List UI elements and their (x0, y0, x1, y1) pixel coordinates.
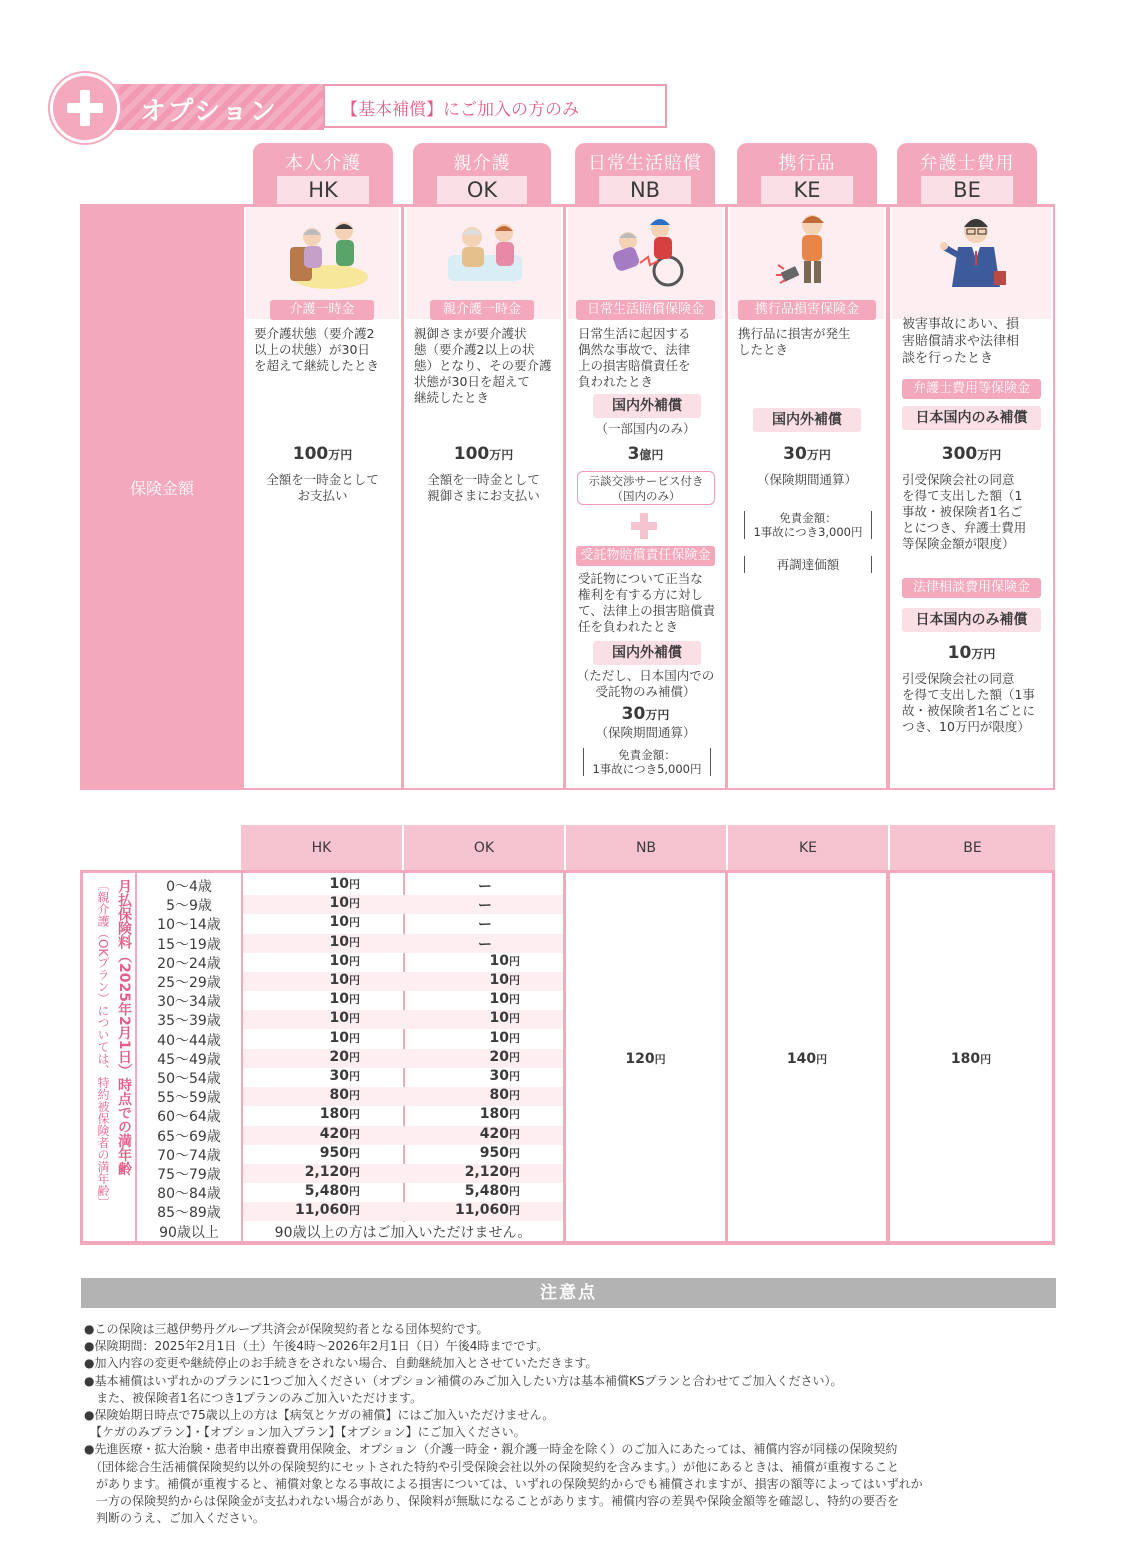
be-premium: 180円 (950, 1051, 992, 1067)
age-label: 15〜19歳 (157, 936, 221, 953)
hk-premium: 80円 (329, 1087, 360, 1104)
benefit-amount: 30万円 (621, 704, 670, 724)
benefit-amount: 100万円 (453, 444, 514, 464)
age-vertical-label (83, 873, 135, 1241)
note-line: 【ケガのみプラン】・【オプション加入プラン】【オプション】にご加入ください。 (84, 1425, 526, 1440)
age-label: 30〜34歳 (157, 994, 221, 1011)
benefit-desc: 携行品に損害が発生 したとき (738, 326, 851, 357)
coverage-area-note: （ただし、日本国内での 受託物のみ補償） (576, 668, 715, 699)
column-ok (404, 207, 563, 788)
benefit-amount: 30万円 (783, 444, 831, 464)
hk-premium: 10円 (329, 952, 360, 969)
tab-code: BE (921, 176, 1013, 205)
age-label: 85〜89歳 (157, 1205, 221, 1222)
note-line: また、被保険者1名につき1プランのみご加入いただけます。 (84, 1390, 423, 1405)
tab-code: HK (277, 176, 369, 205)
tab-name: 日常生活賠償 (588, 153, 702, 174)
coverage-area: 国内外補償 (593, 641, 701, 665)
benefit-pill: 親介護一時金 (430, 300, 534, 320)
ok-premium: 10円 (489, 991, 520, 1008)
ok-premium: 420円 (479, 1125, 520, 1142)
age-label: 45〜49歳 (157, 1051, 221, 1068)
hk-premium: 10円 (329, 1029, 360, 1046)
hk-premium: 2,120円 (304, 1164, 360, 1180)
benefit-pill: 弁護士費用等保険金 (902, 379, 1041, 399)
ok-premium: 30円 (489, 1068, 520, 1084)
benefit-limit-note: 引受保険会社の同意 を得て支出した額（1事 故・被保険者1名ごとに つき、10万円が限度） (902, 671, 1035, 734)
tab-name: 親介護 (453, 153, 511, 174)
hk-premium: 10円 (329, 991, 360, 1008)
ok-premium: 5,480円 (464, 1183, 520, 1200)
benefit-amount: 3億円 (627, 444, 664, 464)
ok-premium: 10円 (489, 1010, 520, 1027)
tab-ke (737, 143, 877, 205)
coverage-area: 国内外補償 (593, 394, 701, 418)
note-line: ●基本補償はいずれかのプランに1つご加入ください（オプション補償のみご加入したい方は基本補償KSプランと合わせてご加入ください）。 (84, 1373, 843, 1388)
benefit-desc: 受託物について正当な 権利を有する方に対し て、法律上の損害賠償責 任を負われたとき (578, 571, 716, 634)
ok-premium: 10円 (489, 1029, 520, 1046)
plus-icon (50, 73, 120, 143)
age-label: 50〜54歳 (157, 1071, 221, 1087)
payment-note: 全額を一時金として 親御さまにお支払い (427, 472, 540, 503)
hk-premium: 10円 (329, 933, 360, 950)
ok-premium: 80円 (489, 1087, 520, 1104)
note-line: 一方の保険契約からは保険金が支払われない場合があり、保険料が無駄になることがあります。補償内容の差異や保険金額等を確認し、特約の要否を (84, 1494, 900, 1508)
hk-premium: 11,060円 (294, 1202, 360, 1219)
hk-premium: 10円 (329, 876, 360, 892)
benefit-pill: 携行品損害保険金 (738, 300, 876, 320)
hk-premium: 10円 (329, 895, 360, 912)
tab-ok (413, 143, 551, 205)
age-label: 65〜69歳 (157, 1128, 221, 1145)
tab-nb (575, 143, 715, 205)
note-line: があります。補償が重複すると、補償対象となる事故による損害については、いずれの保険契約からでも補償されますが、損害の額等によってはいずれか (84, 1476, 923, 1491)
age-label: 0〜4歳 (166, 879, 212, 895)
deductible-note: 免責金額： 1事故につき5,000円 (583, 748, 711, 776)
tab-name: 弁護士費用 (919, 153, 1015, 174)
benefit-amount: 300万円 (941, 444, 1002, 464)
age-label: 5〜9歳 (166, 898, 212, 915)
benefit-desc: 被害事故にあい、損 害賠償請求や法律相 談を行ったとき (902, 317, 1020, 366)
caregiver-illustration-icon (282, 217, 368, 291)
benefit-amount: 100万円 (292, 444, 353, 464)
age-label: 75〜79歳 (157, 1167, 221, 1183)
tab-code: OK (437, 176, 527, 205)
hk-premium: 10円 (329, 1010, 360, 1027)
ok-premium: 20円 (489, 1048, 520, 1065)
settlement-service: 示談交渉サービス付き （国内のみ） (577, 471, 715, 505)
premium-header-hk: HK (311, 840, 332, 856)
premium-header-ok: OK (473, 840, 495, 856)
hk-premium: 5,480円 (304, 1183, 360, 1200)
hk-premium: 30円 (329, 1068, 360, 1084)
hk-premium: 950円 (319, 1144, 360, 1161)
age-label: 40〜44歳 (157, 1032, 221, 1049)
tab-name: 本人介護 (285, 153, 361, 174)
benefit-desc: 日常生活に起因する 偶然な事故で、法律 上の損害賠償責任を 負われたとき (578, 326, 691, 389)
age-label: 80〜84歳 (157, 1186, 221, 1203)
column-ke (728, 207, 886, 788)
note-line: ●先進医療・拡大治験・患者申出療養費用保険金、オプション（介護一時金・親介護一時金を除く）のご加入にあたっては、補償内容が同様の保険契約 (84, 1442, 898, 1457)
age-label: 60〜64歳 (157, 1109, 221, 1126)
tab-code: NB (599, 176, 691, 205)
tab-name: 携行品 (778, 153, 836, 174)
deductible-note: 免責金額： 1事故につき3,000円 (744, 511, 872, 539)
premium-header-ke: KE (798, 840, 818, 856)
plus-icon (631, 513, 657, 539)
ok-premium: 10円 (489, 952, 520, 969)
ok-premium: 180円 (479, 1106, 520, 1123)
period-note: （保険期間通算） (756, 472, 857, 487)
option-note: 【基本補償】にご加入の方のみ (323, 84, 667, 128)
column-hk (244, 207, 401, 788)
ok-premium: ー (478, 917, 492, 934)
age-vertical-sub: 〔親介護（OKプラン）については、特約被保険者の満年齢〕 (96, 879, 110, 1209)
coverage-area: 日本国内のみ補償 (902, 406, 1041, 430)
lawyer-illustration-icon (934, 213, 1014, 295)
age-label: 90歳以上 (159, 1224, 219, 1241)
premium-header-be: BE (963, 840, 982, 856)
tab-code: KE (761, 176, 853, 205)
age-label: 35〜39歳 (157, 1013, 221, 1030)
age-label: 10〜14歳 (157, 917, 221, 934)
hk-premium: 10円 (329, 972, 360, 988)
age-label: 20〜24歳 (157, 955, 221, 972)
coverage-area: 国内外補償 (753, 408, 861, 432)
benefit-desc: 親御さまが要介護状 態（要介護2以上の状 態）となり、その要介護 状態が30日を超えて 継続したとき (414, 326, 552, 405)
tab-hk (253, 143, 393, 205)
hk-premium: 420円 (319, 1125, 360, 1142)
period-note: （保険期間通算） (595, 725, 696, 740)
broken-belongings-illustration-icon (772, 211, 848, 291)
nb-premium: 120円 (625, 1051, 666, 1067)
over90-note: 90歳以上の方はご加入いただけません。 (274, 1225, 532, 1241)
coverage-area-note: （一部国内のみ） (595, 421, 696, 436)
column-be (890, 207, 1053, 788)
age-label: 70〜74歳 (157, 1147, 221, 1164)
bicycle-accident-illustration-icon (600, 213, 692, 289)
note-line: ●保険期間：2025年2月1日（土）午後4時〜2026年2月1日（日）午後4時までです。 (84, 1339, 549, 1354)
notes-title: 注意点 (81, 1278, 1056, 1308)
note-line: （団体総合生活補償保険契約以外の保険契約にセットされた特約や引受保険会社以外の保険契約を含みます。）が他にあるときは、補償が重複すること (84, 1459, 900, 1474)
parent-care-illustration-icon (442, 215, 528, 289)
ok-premium: 11,060円 (454, 1202, 520, 1219)
age-label: 55〜59歳 (157, 1090, 221, 1107)
option-title: オプション (140, 97, 278, 127)
premium-header-nb: NB (635, 840, 657, 856)
hk-premium: 20円 (329, 1048, 360, 1065)
ok-premium: ー (478, 879, 492, 895)
benefit-pill: 日常生活賠償保険金 (576, 300, 715, 320)
payment-note: 全額を一時金として お支払い (266, 472, 379, 503)
note-line: ●加入内容の変更や継続停止のお手続きをされない場合、自動継続加入とさせていただきます。 (84, 1356, 598, 1371)
note-line: ●この保険は三越伊勢丹グループ共済会が保険契約者となる団体契約です。 (84, 1322, 489, 1336)
benefit-pill: 介護一時金 (270, 300, 374, 320)
age-label: 25〜29歳 (157, 975, 221, 991)
ke-premium: 140円 (786, 1051, 828, 1067)
ok-premium: ー (478, 936, 492, 953)
ok-premium: 2,120円 (464, 1164, 520, 1180)
valuation-basis: 再調達価額 (744, 556, 872, 573)
benefit-pill: 受託物賠償責任保険金 (576, 546, 715, 566)
hk-premium: 10円 (329, 914, 360, 931)
benefit-limit-note: 引受保険会社の同意 を得て支出した額（1 事故・被保険者1名ご とにつき、弁護士費用 等保険金額が限度） (902, 472, 1027, 551)
ok-premium: ー (478, 898, 492, 915)
age-vertical-main: 月払保険料（2025年2月1日）時点での満年齢 (116, 879, 132, 1176)
benefit-amount: 10万円 (947, 643, 996, 663)
tab-be (897, 143, 1037, 205)
ok-premium: 950円 (479, 1144, 520, 1161)
hk-premium: 180円 (319, 1106, 360, 1123)
note-line: ●保険始期日時点で75歳以上の方は【病気とケガの補償】にはご加入いただけません。 (84, 1408, 555, 1422)
column-nb (566, 207, 725, 788)
coverage-area: 日本国内のみ補償 (902, 608, 1041, 632)
benefit-pill: 法律相談費用保険金 (902, 578, 1041, 598)
benefit-desc: 要介護状態（要介護2 以上の状態）が30日 を超えて継続したとき (254, 326, 380, 373)
ok-premium: 10円 (489, 972, 520, 988)
row-label: 保険金額 (129, 479, 194, 498)
note-line: 判断のうえ、ご加入ください。 (84, 1511, 265, 1526)
